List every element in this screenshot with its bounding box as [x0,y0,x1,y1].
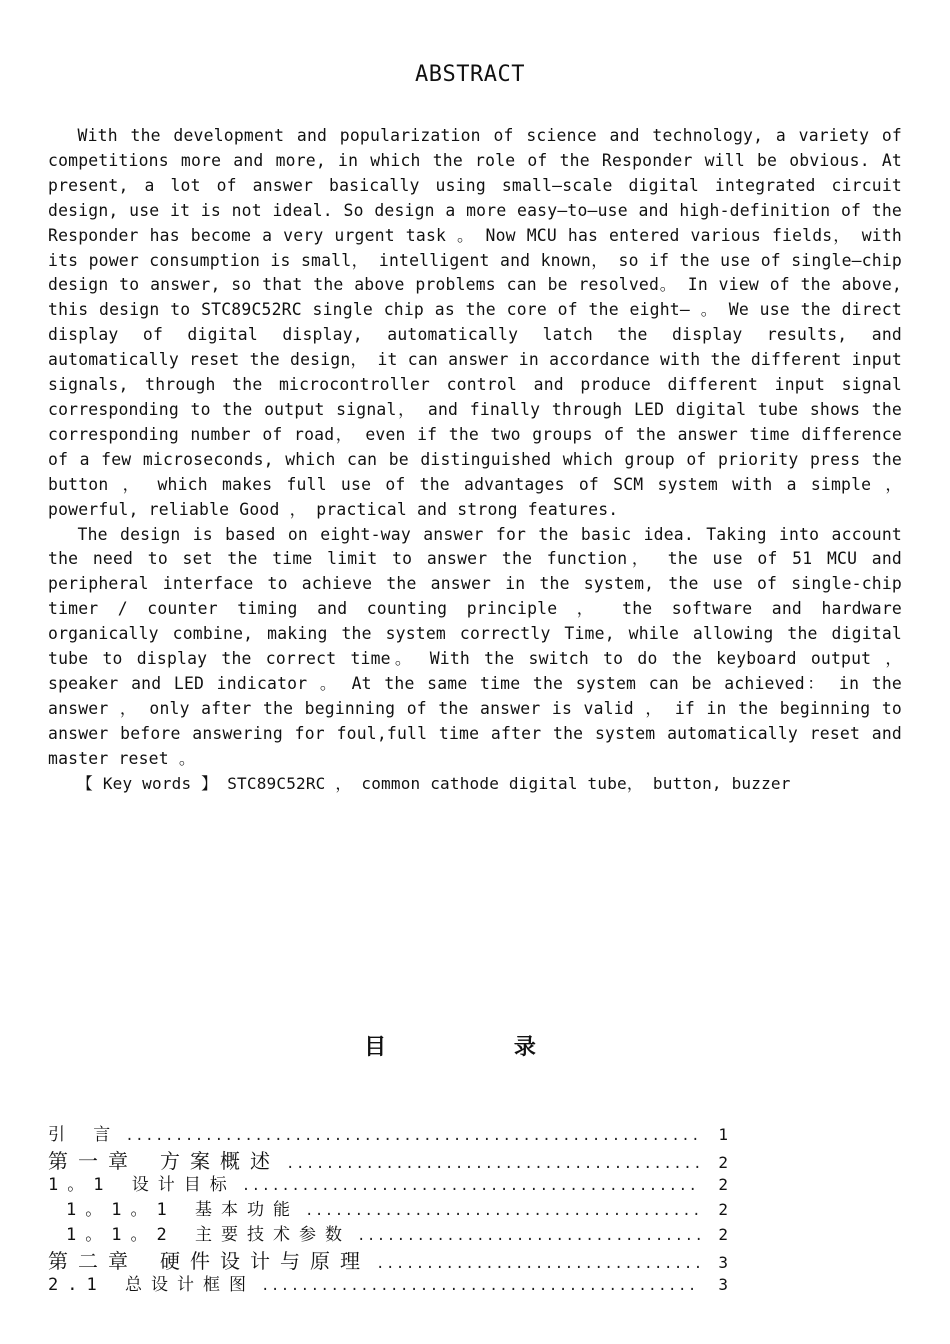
toc-entry-page: 1 [718,1125,728,1144]
toc-entry-page: 3 [718,1275,728,1294]
abstract-paragraph-2: The design is based on eight-way answer for the basic idea. Taking into account the need to set the time limit to answer the function， the use of 51 MCU and peripheral interface to achieve the answer in the system, the use of single-chip timer / counter timing and counting principle ， the software and hardware organically combine, making the system correctly Time, while allowing the digital tube to display the correct time。 With the switch to do the keyboard output ， speaker and LED indicator 。 At the same time the system can be achieved： in the answer ， only after the beginning of the answer is valid ， if in the beginning to answer before answering for foul,full time after the system automatically reset and master reset 。 [48,524,902,768]
toc-entry[interactable] [48,1270,728,1295]
abstract-paragraph-1: With the development and popularization of science and technology, a variety of competitions more and more, in which the role of the Responder will be obvious. At present, a lot of answer basically using small—scale digital integrated circuit design, use it is not ideal. So design a more easy—to—use and high-definition of the Responder has become a very urgent task 。 Now MCU has entered various fields， with its power consumption is small， intelligent and known， so if the use of single—chip design to answer, so that the above problems can be resolved。 In view of the above, this design to STC89C52RC single chip as the core of the eight— 。 We use the direct display of digital display, automatically latch the display results, and automatically reset the design， it can answer in accordance with the different input signals, through the microcontroller control and produce different input signal corresponding to the output signal， and finally through LED digital tube shows the corresponding number of road， even if the two groups of the answer time difference of a few microseconds, which can be distinguished which group of priority press the button ， which makes full use of the advantages of SCM system with a simple ， powerful, reliable Good ， practical and strong features. [48,126,902,519]
abstract-title: ABSTRACT [415,62,525,87]
toc-title: 目 录 [364,1035,596,1060]
toc-entry-page: 3 [718,1253,728,1272]
toc-entry-label: 2.1 总设计框图 [48,1275,255,1295]
keywords-line: 【 Key words 】 STC89C52RC ， common cathode digital tube， button, buzzer [76,773,791,793]
toc-entry-label: 引 言 [48,1125,120,1145]
abstract-body [48,124,902,796]
toc-entry-label: 1。1。2 主要技术参数 [66,1225,351,1245]
toc-dot-leader [242,1178,700,1194]
table-of-contents [48,1120,728,1295]
toc-dot-leader [376,1256,700,1272]
toc-entry-page: 2 [718,1225,728,1244]
toc-entry-label: 第一章 方案概述 [48,1149,281,1173]
toc-entry-label: 1。1 设计目标 [48,1175,236,1195]
toc-dot-leader [125,1128,700,1144]
toc-entry[interactable] [48,1245,728,1273]
toc-entry[interactable] [48,1145,728,1173]
toc-entry[interactable] [48,1220,728,1245]
toc-entry[interactable] [48,1120,728,1145]
toc-entry-label: 1。1。1 基本功能 [66,1200,299,1220]
toc-dot-leader [305,1203,700,1219]
toc-entry-label: 第二章 硬件设计与原理 [48,1249,371,1273]
toc-dot-leader [286,1156,700,1172]
toc-entry-page: 2 [718,1200,728,1219]
toc-dot-leader [261,1278,700,1294]
toc-entry[interactable] [48,1195,728,1220]
toc-dot-leader [357,1228,700,1244]
toc-entry[interactable] [48,1170,728,1195]
toc-entry-page: 2 [718,1175,728,1194]
toc-entry-page: 2 [718,1153,728,1172]
